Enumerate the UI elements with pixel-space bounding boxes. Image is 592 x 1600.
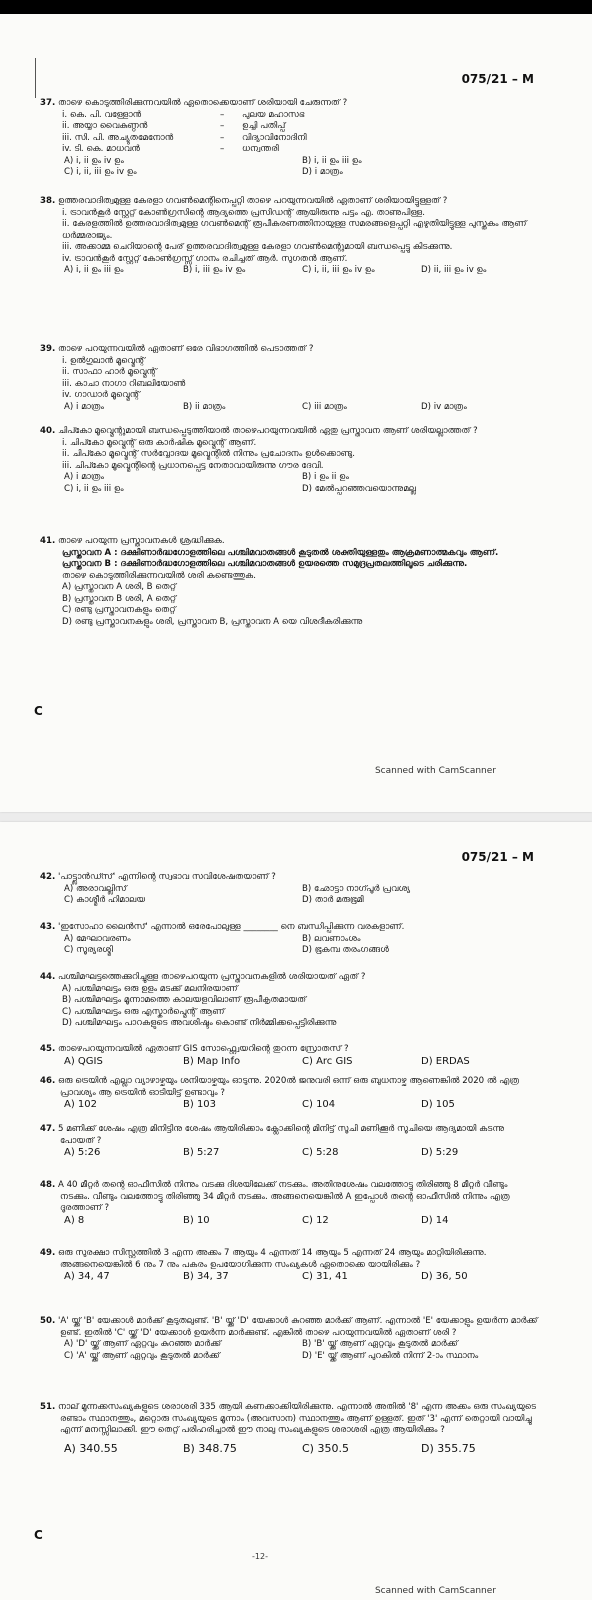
paper-code: 075/21 – M (461, 72, 534, 86)
option-b: B) 10 (183, 1214, 210, 1226)
options (40, 1271, 540, 1283)
statement-b: പ്രസ്താവന B : ദക്ഷിണാർദ്ധഗോളത്തിലെ പശ്ചിമവാതങ്ങൾ ഉയരത്തെ സമുദ്രപ്രതലത്തിലൂടെ ചരിക്കുന്നു. (62, 559, 468, 569)
question-39 (40, 344, 540, 413)
statement: i. ചിപ്കോ മൂവ്മെന്റ് ഒരു കാർഷിക മൂവ്മെന്റ് ആണ്. (62, 437, 257, 448)
question-number: 37. (40, 98, 56, 108)
option-c: C) iii മാത്രം (302, 401, 347, 412)
match-dash: – (220, 109, 225, 120)
option-a: A) i മാത്രം (64, 401, 104, 412)
match-right: വിദ്യാവിനോദിനി (242, 132, 307, 143)
options (40, 1099, 540, 1111)
question-number: 47. (40, 1124, 56, 1134)
option-c: C) 104 (302, 1099, 336, 1110)
question-number: 48. (40, 1180, 56, 1190)
page-edge-mark (35, 58, 36, 98)
question-41 (40, 536, 540, 628)
list-item: iii. കാചാ നാഗാ റിബലിയോൺ (62, 378, 186, 389)
option-a: A) i, ii ഉം iii ഉം (64, 265, 124, 275)
option-a: A) 'D' യ്ക്ക് ആണ് ഏറ്റവും കുറഞ്ഞ മാർക്ക് (64, 1339, 222, 1349)
question-number: 45. (40, 1044, 56, 1054)
options (40, 1443, 540, 1455)
option-a: A) 102 (64, 1099, 98, 1110)
question-46 (40, 1076, 540, 1111)
option-c: C) i, ii, iii ഉം iv ഉം (302, 265, 375, 275)
option-d: D) മേൽപ്പറഞ്ഞവയൊന്നുമല്ല (302, 483, 416, 494)
question-number: 46. (40, 1076, 56, 1086)
statement: i. ട്രാവൻകൂർ സ്റ്റേറ്റ് കോൺഗ്രസിന്റെ ആദ്യത്തെ പ്രസിഡന്റ് ആയിരുന്നു പട്ടം എ. താണുപിള്ള. (62, 207, 425, 218)
question-number: 40. (40, 426, 56, 436)
option-c: C) 5:28 (302, 1147, 339, 1158)
option-c: C) i, ii ഉം iii ഉം (64, 483, 124, 494)
list-item: iv. ഗാഡാർ മൂവ്മെന്റ് (62, 390, 140, 400)
option-c: C) സൂര്യരശ്മി (64, 945, 113, 955)
option-c: C) 31, 41 (302, 1271, 348, 1282)
option-a: A) 5:26 (64, 1147, 101, 1158)
statement: iv. ട്രാവൻകൂർ സ്റ്റേറ്റ് കോൺഗ്രസ്സ് ഗാനം രചിച്ചത് ആർ. സുഗതൻ ആണ്. (62, 253, 348, 264)
options (40, 402, 540, 414)
question-stem: പശ്ചിമഘട്ടത്തെക്കുറിച്ചുള്ള താഴെപറയുന്ന പ്രസ്താവനകളിൽ ശരിയായത് ഏത് ? (57, 972, 366, 982)
option-a: A) അരാവല്ലിസ് (64, 883, 127, 894)
question-stem: താഴെ കൊടുത്തിരിക്കുന്നവയിൽ ഏതൊക്കെയാണ് ശരിയായി ചേരുന്നത് ? (57, 98, 348, 108)
option-b: B) 'B' യ്ക്ക് ആണ് ഏറ്റവും കൂടുതൽ മാർക്ക് (302, 1339, 458, 1349)
question-stem: ഉത്തരവാദിത്വമുള്ള കേരളാ ഗവൺമെന്റിനെപ്പറ്റി താഴെ പറയുന്നവയിൽ ഏതാണ് ശരിയായിട്ടുള്ളത് ? (57, 196, 448, 206)
match-right: പുലയ മഹാസഭ (242, 109, 305, 120)
options (40, 1339, 540, 1362)
option-a: A) i, ii ഉം iv ഉം (64, 155, 124, 166)
option-d: D) 5:29 (421, 1147, 459, 1158)
scanner-watermark: Scanned with CamScanner (374, 766, 496, 776)
option-c: C) കാശ്മീർ ഹിമാലയ (64, 895, 146, 905)
question-51 (40, 1402, 540, 1454)
booklet-series-mark: C (34, 704, 43, 718)
statement-a: പ്രസ്താവന A : ദക്ഷിണാർദ്ധഗോളത്തിലെ പശ്ചിമവാതങ്ങൾ കൂടുതൽ ശക്തിയുള്ളതും ആക്രമണാത്മകവും ആണ്. (62, 547, 499, 558)
options (40, 934, 540, 957)
question-stem: 'A' യ്ക്ക് 'B' യേക്കാൾ മാർക്ക് കൂടുതലുണ്ട്. 'B' യ്ക്ക് 'D' യേക്കാൾ കുറഞ്ഞ മാർക്ക് ആണ്. എന്നാൽ 'E' യേക്കാളും ഉയർന്ന മാർക്ക് ഉണ്ട്. ഇതിൽ 'C' യ്ക്ക് 'D' യേക്കാൾ ഉയർന്ന മാർക്കുണ്ട്. എങ്കിൽ താഴെ പറയുന്നവയിൽ ഏതാണ് ശരി ? (57, 1316, 538, 1338)
question-number: 39. (40, 344, 56, 354)
question-42 (40, 872, 540, 907)
question-stem: താഴെ പറയുന്നവയിൽ ഏതാണ് ഒരേ വിഭാഗത്തിൽ പെടാത്തത് ? (57, 344, 314, 354)
question-38 (40, 196, 540, 277)
options (40, 156, 540, 179)
question-number: 38. (40, 196, 56, 206)
question-stem: താഴെ പറയുന്ന പ്രസ്താവനകൾ ശ്രദ്ധിക്കുക. (57, 536, 225, 546)
question-stem: 'ഇസോഹാ ലൈൻസ്' എന്നാൽ ഒരേപോലുള്ള ________ നെ ബന്ധിപ്പിക്കുന്ന വരകളാണ്. (57, 922, 405, 932)
question-48 (40, 1180, 540, 1226)
scanned-page-2 (0, 822, 592, 1600)
option-a: A) പ്രസ്താവന A ശരി, B തെറ്റ് (62, 582, 177, 592)
option-b: B) പശ്ചിമഘട്ടം മൂന്നാമത്തെ കാലയളവിലാണ് രൂപീകൃതമായത് (62, 995, 307, 1005)
question-45 (40, 1044, 540, 1067)
question-number: 51. (40, 1402, 56, 1412)
option-b: B) i, iii ഉം iv ഉം (183, 265, 246, 275)
option-b: B) 5:27 (183, 1147, 220, 1158)
option-b: B) ഛോട്ടാ നാഗ്പൂർ പ്രവശ്യ (302, 883, 411, 894)
instruction: താഴെ കൊടുത്തിരിക്കുന്നവയിൽ ശരി കണ്ടെത്തുക. (62, 570, 256, 581)
match-dash: – (220, 121, 225, 131)
scanner-watermark: Scanned with CamScanner (374, 1586, 496, 1596)
question-44 (40, 972, 540, 1030)
question-47 (40, 1124, 540, 1159)
options (40, 1215, 540, 1227)
option-a: A) മേഘാവരണം (64, 933, 131, 944)
question-50 (40, 1316, 540, 1362)
option-d: D) 355.75 (421, 1441, 476, 1455)
options (40, 265, 540, 277)
option-d: D) iv മാത്രം (421, 401, 467, 412)
options (40, 472, 540, 495)
option-a: A) 8 (64, 1214, 85, 1226)
question-number: 49. (40, 1248, 56, 1258)
option-b: B) 103 (183, 1099, 217, 1110)
match-left: iv. ടി. കെ. മാധവൻ (62, 144, 140, 154)
option-c: C) പശ്ചിമഘട്ടം ഒരു എസ്കാർപ്മെന്റ് ആണ് (62, 1006, 225, 1017)
question-43 (40, 922, 540, 957)
option-b: B) ii മാത്രം (183, 401, 226, 412)
option-b: B) Map Info (183, 1055, 241, 1067)
option-d: D) 36, 50 (421, 1271, 468, 1282)
option-d: D) i മാത്രം (302, 167, 343, 177)
statement: ii. കേരളത്തിൽ ഉത്തരവാദിത്വമുള്ള ഗവൺമെന്റ് രൂപീകരണത്തിനായുള്ള സമരങ്ങളെപ്പറ്റി എഴുതിയിട്ടുള്ള പുസ്തകം ആണ് ധർമ്മരാജ്യം. (62, 219, 527, 241)
options (40, 1056, 540, 1068)
option-c: C) രണ്ടു പ്രസ്താവനകളും തെറ്റ് (62, 605, 176, 615)
question-stem: 'പാട്ട്ലാൻഡ്സ്' എന്നിന്റെ സ്വഭാവ സവിശേഷതയാണ് ? (57, 872, 276, 882)
option-b: B) 34, 37 (183, 1271, 229, 1282)
list-item: ii. സാഫാ ഹാർ മൂവ്മെന്റ് (62, 367, 157, 377)
option-d: D) പശ്ചിമഘട്ടം പാറകളുടെ അവശിഷ്ടം കൊണ്ട് നിർമ്മിക്കപ്പെട്ടിരിക്കുന്നു (62, 1018, 337, 1028)
option-a: A) 340.55 (64, 1441, 118, 1455)
match-row (40, 133, 540, 145)
question-number: 44. (40, 972, 56, 982)
option-d: D) താർ മരുഭൂമി (302, 895, 364, 905)
option-d: D) രണ്ടു പ്രസ്താവനകളും ശരി, പ്രസ്താവന B, പ്രസ്താവന A യെ വിശദീകരിക്കുന്നു (62, 616, 363, 627)
option-b: B) i ഉം ii ഉം (302, 472, 349, 482)
question-40 (40, 426, 540, 495)
question-stem: നാല് മൂന്നക്കസംഖ്യകളുടെ ശരാശരി 335 ആയി കണക്കാക്കിയിരിക്കുന്നു. എന്നാൽ അതിൽ '8' എന്ന അക്കം ഒരു സംഖ്യയുടെ രണ്ടാം സ്ഥാനത്തും, മറ്റൊരു സംഖ്യയുടെ മൂന്നാം (അവസാന) സ്ഥാനത്തും ആണ് ഉള്ളത്. ഇത് '3' എന്ന് തെറ്റായി വായിച്ചു എന്ന് മനസ്സിലാക്കി. ഈ തെറ്റ് പരിഹരിച്ചാൽ ഈ നാലു സംഖ്യകളുടെ ശരാശരി എത്ര ആയിരിക്കും ? (57, 1402, 536, 1435)
option-c: C) 12 (302, 1214, 329, 1226)
match-right: ധന്വന്തരി (242, 144, 279, 154)
match-right: ഉച്ചി പതിപ്പ് (242, 121, 286, 131)
top-black-bar (0, 0, 592, 14)
option-d: D) 'E' യ്ക്ക് ആണ് പുറകിൽ നിന്ന് 2-ാം സ്ഥാനം (302, 1350, 479, 1361)
match-row (40, 110, 540, 122)
paper-code: 075/21 – M (461, 850, 534, 864)
option-c: C) i, ii, iii ഉം iv ഉം (64, 167, 137, 177)
option-b: B) പ്രസ്താവന B ശരി, A തെറ്റ് (62, 593, 177, 604)
option-b: B) 348.75 (183, 1441, 237, 1455)
question-stem: A 40 മീറ്റർ തന്റെ ഓഫീസിൽ നിന്നും വടക്കു ദിശയിലേക്ക് നടക്കും. അതിനുശേഷം വലത്തോട്ടു തിരിഞ്ഞു 8 മീറ്റർ വീണ്ടും നടക്കും. വീണ്ടും വലത്തോട്ടു തിരിഞ്ഞു 34 മീറ്റർ നടക്കും. അങ്ങനെയെങ്കിൽ A ഇപ്പോൾ തന്റെ ഓഫീസിൽ നിന്നും എത്ര ദൂരത്താണ് ? (57, 1180, 510, 1213)
match-row (40, 144, 540, 156)
question-stem: ഒരു സുരക്ഷാ സിസ്റ്റത്തിൽ 3 എന്ന അക്കം 7 ആയും 4 എന്നത് 14 ആയും 5 എന്നത് 24 ആയും മാറ്റിയിരിക്കുന്നു. അങ്ങനെയെങ്കിൽ 6 നും 7 നും പകരം ഉപയോഗിക്കുന്ന സംഖ്യകൾ ഏതൊക്കെ യായിരിക്കും ? (57, 1248, 487, 1270)
question-number: 42. (40, 872, 56, 882)
option-d: D) ii, iii ഉം iv ഉം (421, 265, 487, 275)
options (40, 1147, 540, 1159)
question-stem: ഒരു ട്രെയിൻ എല്ലാ വ്യാഴാഴ്ചയും ശനിയാഴ്ചയും ഓടുന്നു. 2020ൽ ജനുവരി ഒന്ന് ഒരു ബുധനാഴ്ച ആണെങ്കിൽ 2020 ൽ എത്ര പ്രാവശ്യം ആ ട്രെയിൻ ഓടിയിട്ട് ഉണ്ടാവും ? (57, 1076, 520, 1098)
question-stem: ചിപ്കോ മൂവ്മെന്റുമായി ബന്ധപ്പെടുത്തിയാൽ താഴെപറയുന്നവയിൽ ഏതു പ്രസ്താവന ആണ് ശരിയല്ലാത്തത് ? (57, 426, 478, 436)
question-stem: താഴെപറയുന്നവയിൽ ഏതാണ് GIS സോഫ്റ്റ്വെയറിന്റെ തുറന്ന സ്രോതസ് ? (57, 1044, 349, 1054)
statement: iii. അക്കാമ്മ ചെറിയാന്റെ പേര് ഉത്തരവാദിത്വമുള്ള കേരളാ ഗവൺമെന്റുമായി ബന്ധപ്പെട്ടു കിടക്കുന്നു. (62, 242, 453, 252)
options (40, 884, 540, 907)
option-a: A) i മാത്രം (64, 472, 104, 482)
option-d: D) ERDAS (421, 1055, 470, 1067)
statement: ii. ചിപ്കോ മൂവ്മെന്റ് സർവ്വോദയ മൂവ്മെന്റിൽ നിന്നും പ്രചോദനം ഉൾക്കൊണ്ടു. (62, 449, 355, 459)
match-left: i. കെ. പി. വള്ളോൻ (62, 109, 142, 120)
question-number: 41. (40, 536, 56, 546)
option-d: D) 14 (421, 1214, 449, 1226)
scanned-page-1 (0, 14, 592, 812)
question-stem: 5 മണിക്ക് ശേഷം എത്ര മിനിട്ടിനു ശേഷം ആയിരിക്കാം ക്ലോക്കിന്റെ മിനിട്ട് സൂചി മണിക്കൂർ സൂചിയെ ആദ്യമായി കടന്നു പോയത് ? (57, 1124, 505, 1146)
option-a: A) പശ്ചിമഘട്ടം ഒരു ഉളം മടക്ക് മലനിരയാണ് (62, 983, 238, 994)
match-dash: – (220, 132, 225, 143)
option-b: B) i, ii ഉം iii ഉം (302, 155, 362, 166)
match-left: ii. അയ്യാ വൈകുണ്ഠൻ (62, 121, 148, 131)
option-a: A) 34, 47 (64, 1271, 110, 1282)
question-37 (40, 98, 540, 179)
statement: iii. ചിപ്കോ മൂവ്മെന്റിന്റെ പ്രധാനപ്പെട്ട നേതാവായിരുന്നു ഗൗര ദേവി. (62, 460, 324, 471)
option-a: A) QGIS (64, 1055, 103, 1067)
question-49 (40, 1248, 540, 1283)
page-number: -12- (252, 1552, 268, 1561)
question-number: 43. (40, 922, 56, 932)
option-b: B) ലവണാംശം (302, 933, 361, 944)
option-c: C) 'A' യ്ക്ക് ആണ് ഏറ്റവും കൂടുതൽ മാർക്ക് (64, 1350, 220, 1361)
match-row (40, 121, 540, 133)
option-c: C) Arc GIS (302, 1055, 353, 1067)
option-d: D) 105 (421, 1099, 455, 1110)
option-d: D) ഭൂകമ്പ തരംഗങ്ങൾ (302, 945, 389, 955)
list-item: i. ഉൽഗുലാൻ മൂവ്മെന്റ് (62, 355, 145, 366)
match-dash: – (220, 144, 225, 154)
option-c: C) 350.5 (302, 1441, 349, 1455)
booklet-series-mark: C (34, 1528, 43, 1542)
question-number: 50. (40, 1316, 56, 1326)
match-left: iii. സി. പി. അച്യുതമേനോൻ (62, 132, 174, 143)
